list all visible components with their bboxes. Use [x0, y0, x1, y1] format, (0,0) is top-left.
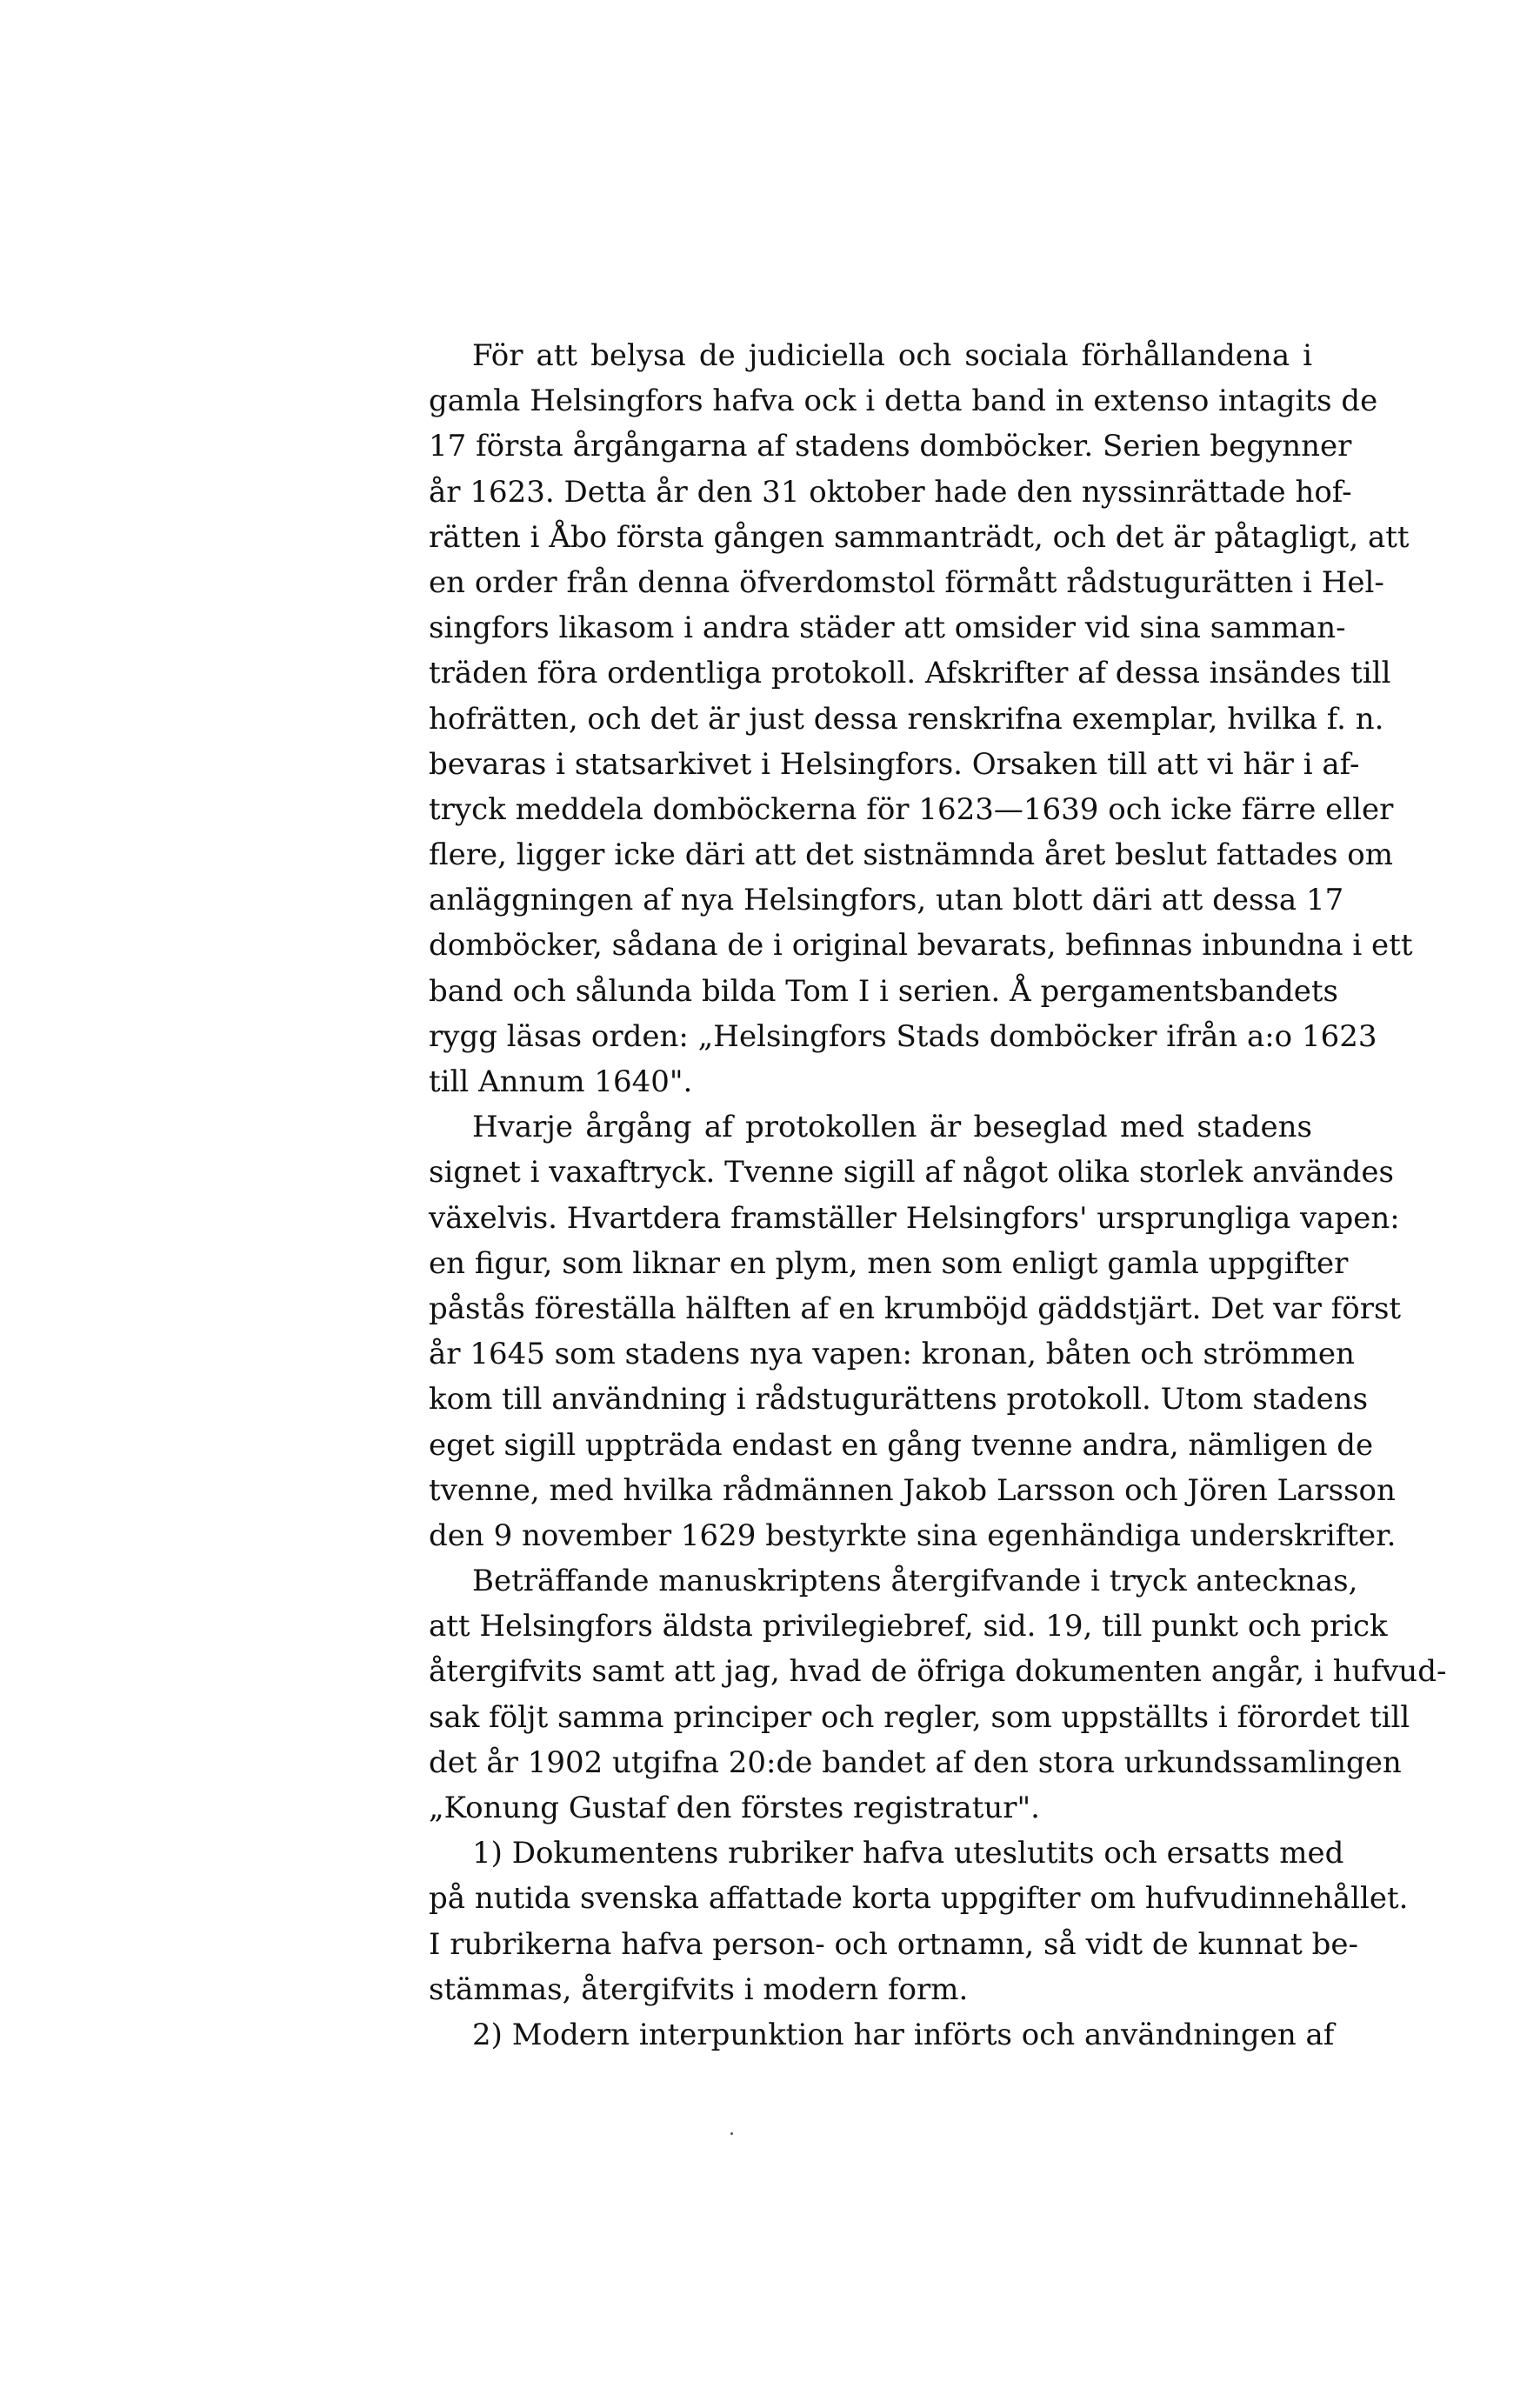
- text-line: den 9 november 1629 bestyrkte sina egenhändiga underskrifter.: [429, 1518, 1397, 1553]
- text-line: gamla Helsingfors hafva ock i detta band in extenso intagits de: [429, 384, 1378, 419]
- text-line: I rubrikerna hafva person- och ortnamn, så vidt de kunnat be-: [429, 1926, 1358, 1962]
- text-line: att Helsingfors äldsta privilegiebref, sid. 19, till punkt och prick: [429, 1609, 1388, 1644]
- text-line: sak följt samma principer och regler, som uppställts i förordet till: [429, 1699, 1410, 1735]
- text-line: år 1645 som stadens nya vapen: kronan, båten och strömmen: [429, 1337, 1355, 1372]
- text-line: kom till användning i rådstugurättens protokoll. Utom stadens: [429, 1382, 1369, 1417]
- text-line: en order från denna öfverdomstol förmått rådstugurätten i Hel-: [429, 564, 1384, 600]
- text-line: flere, ligger icke däri att det sistnämnda året beslut fattades om: [429, 837, 1394, 873]
- text-line: tryck meddela domböckerna för 1623—1639 och icke färre eller: [429, 791, 1394, 827]
- text-line: signet i vaxaftryck. Tvenne sigill af något olika storlek användes: [429, 1155, 1394, 1191]
- text-line: återgifvits samt att jag, hvad de öfriga dokumenten angår, i hufvud-: [429, 1654, 1447, 1690]
- text-line: träden föra ordentliga protokoll. Afskrifter af dessa insändes till: [429, 656, 1391, 691]
- text-line: 17 första årgångarna af stadens domböcker. Serien begynner: [429, 429, 1352, 464]
- text-line: växelvis. Hvartdera framställer Helsingfors' ursprungliga vapen:: [429, 1200, 1400, 1236]
- text-line: 2) Modern interpunktion har införts och användningen af: [472, 2017, 1335, 2052]
- text-line: domböcker, sådana de i original bevarats, befinnas inbundna i ett: [429, 928, 1413, 964]
- text-line: band och sålunda bilda Tom I i serien. Å pergamentsbandets: [429, 973, 1338, 1009]
- text-line: till Annum 1640".: [429, 1064, 693, 1099]
- text-line: på nutida svenska affattade korta uppgifter om hufvudinnehållet.: [429, 1881, 1409, 1917]
- print-speck: [730, 2132, 733, 2135]
- body-text: [429, 333, 1447, 2058]
- text-line: För att belysa de judiciella och sociala förhållandena i: [472, 338, 1312, 373]
- text-line: rätten i Åbo första gången sammanträdt, och det är påtagligt, att: [429, 519, 1410, 555]
- text-line: „Konung Gustaf den förstes registratur".: [429, 1791, 1040, 1825]
- text-line: rygg läsas orden: „Helsingfors Stads domböcker ifrån a:o 1623: [429, 1018, 1377, 1054]
- text-line: Beträffande manuskriptens återgifvande i tryck antecknas,: [472, 1564, 1358, 1599]
- text-line: Hvarje årgång af protokollen är beseglad med stadens: [472, 1110, 1312, 1145]
- text-line: singfors likasom i andra städer att omsider vid sina samman-: [429, 610, 1346, 646]
- text-line: anläggningen af nya Helsingfors, utan blott däri att dessa 17: [429, 883, 1344, 918]
- text-line: hofrätten, och det är just dessa renskrifna exemplar, hvilka f. n.: [429, 701, 1384, 737]
- text-line: en figur, som liknar en plym, men som enligt gamla uppgifter: [429, 1245, 1349, 1281]
- text-line: 1) Dokumentens rubriker hafva uteslutits och ersatts med: [472, 1836, 1344, 1871]
- text-line: eget sigill uppträda endast en gång tvenne andra, nämligen de: [429, 1427, 1374, 1463]
- text-line: påstås föreställa hälften af en krumböjd gäddstjärt. Det var först: [429, 1291, 1402, 1326]
- text-line: stämmas, återgifvits i modern form.: [429, 1971, 969, 2007]
- text-line: år 1623. Detta år den 31 oktober hade den nyssinrättade hof-: [429, 474, 1352, 510]
- text-line: bevaras i statsarkivet i Helsingfors. Orsaken till att vi här i af-: [429, 746, 1360, 782]
- text-line: tvenne, med hvilka rådmännen Jakob Larsson och Jören Larsson: [429, 1472, 1396, 1508]
- text-line: det år 1902 utgifna 20:de bandet af den stora urkundssamlingen: [429, 1744, 1402, 1780]
